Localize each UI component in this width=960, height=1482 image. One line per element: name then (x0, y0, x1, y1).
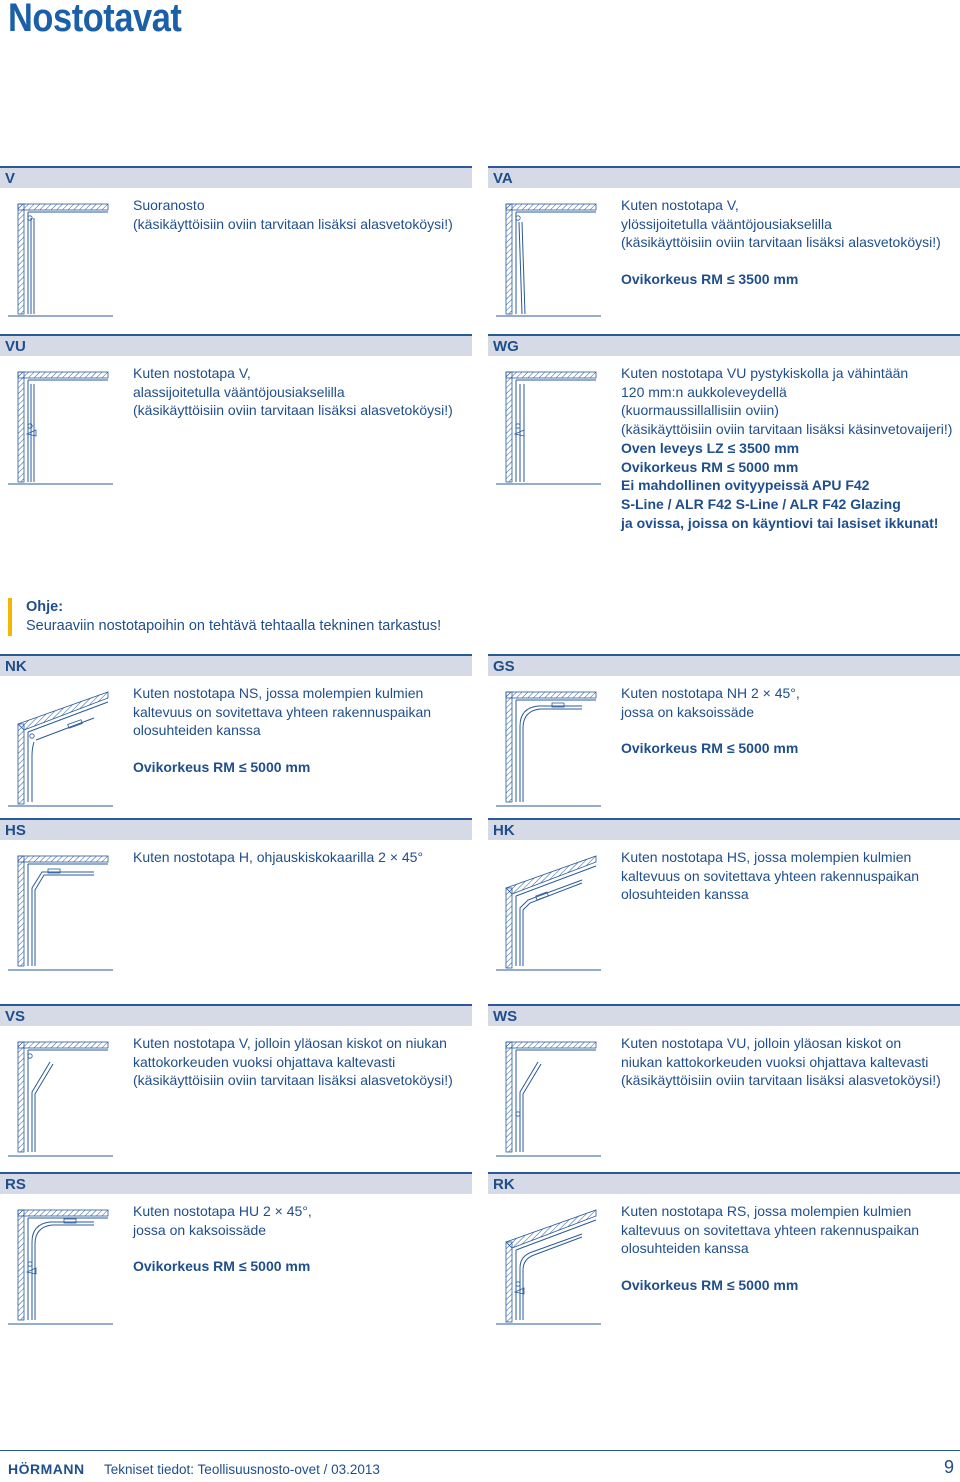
section-va (488, 166, 960, 288)
section-label: VS (0, 1004, 472, 1026)
diagram-wg (496, 364, 601, 492)
page-title: Nostotavat (8, 0, 182, 40)
restriction-line: ja ovissa, joissa on käyntiovi tai lasiset ikkunat! (621, 514, 939, 531)
desc-line: jossa on kaksoissäde (621, 703, 755, 720)
section-label: V (0, 166, 472, 188)
desc-line: (käsikäyttöisiin oviin tarvitaan lisäksi käsinvetovaijeri!) (621, 421, 953, 438)
height-limit: Ovikorkeus RM ≤ 5000 mm (621, 1277, 799, 1294)
note-text: Seuraaviin nostotapoihin on tehtävä tehtaalla tekninen tarkastus! (26, 618, 442, 634)
section-label: HS (0, 818, 472, 840)
desc-line: olosuhteiden kanssa (133, 722, 261, 739)
description (133, 196, 478, 233)
section-label: GS (488, 654, 960, 676)
restriction-line: Ei mahdollinen ovityypeissä APU F42 (621, 477, 870, 494)
height-limit: Ovikorkeus RM ≤ 5000 mm (133, 1258, 311, 1275)
page-number: 9 (943, 1457, 954, 1477)
section-label: WG (488, 334, 960, 356)
desc-line: kaltevuus on sovitettava yhteen rakennuspaikan (621, 867, 920, 884)
desc-line: ylössijoitetulla vääntöjousiakselilla (621, 215, 832, 232)
height-limit: Ovikorkeus RM ≤ 3500 mm (621, 271, 799, 288)
description (621, 196, 960, 289)
desc-line: Kuten nostotapa HU 2 × 45°, (133, 1203, 312, 1219)
section-hs (0, 818, 472, 865)
section-label: VU (0, 334, 472, 356)
desc-line: (kuormaussillallisiin oviin) (621, 402, 779, 419)
desc-line: Kuten nostotapa NH 2 × 45°, (621, 685, 800, 701)
desc-line: alassijoitetulla vääntöjousiakselilla (133, 383, 345, 400)
diagram-v (8, 196, 113, 324)
desc-line: olosuhteiden kanssa (621, 1240, 749, 1257)
section-vu (0, 334, 472, 419)
section-label: RS (0, 1172, 472, 1194)
diagram-va (496, 196, 601, 324)
desc-line: Suoranosto (133, 197, 205, 213)
desc-line: Kuten nostotapa V, jolloin yläosan kiskot on niukan (133, 1035, 447, 1051)
section-vs (0, 1004, 472, 1089)
desc-line: Kuten nostotapa RS, jossa molempien kulmien (621, 1203, 912, 1219)
section-label: RK (488, 1172, 960, 1194)
diagram-hk (496, 848, 601, 976)
brand-logo: HÖRMANN (8, 1461, 85, 1477)
desc-line: kattokorkeuden vuoksi ohjattava kaltevasti (133, 1053, 396, 1070)
description (133, 1034, 478, 1090)
note-title: Ohje: (26, 599, 64, 615)
diagram-rs (8, 1202, 113, 1330)
section-hk (488, 818, 960, 903)
desc-line: Kuten nostotapa HS, jossa molempien kulmien (621, 849, 912, 865)
section-nk (0, 654, 472, 776)
desc-line: Kuten nostotapa VU pystykiskolla ja vähintään (621, 365, 909, 381)
restriction-line: S-Line / ALR F42 S-Line / ALR F42 Glazing (621, 495, 901, 512)
description (621, 1202, 960, 1295)
desc-line: Kuten nostotapa V, (133, 365, 251, 381)
section-wg (488, 334, 960, 531)
desc-line: niukan kattokorkeuden vuoksi ohjattava kaltevasti (621, 1053, 929, 1070)
desc-line: (käsikäyttöisiin oviin tarvitaan lisäksi alasvetoköysi!) (621, 234, 941, 251)
diagram-nk (8, 684, 113, 812)
desc-line: Kuten nostotapa V, (621, 197, 739, 213)
description (133, 848, 478, 867)
document-info: Tekniset tiedot: Teollisuusnosto-ovet / 03.2013 (104, 1462, 380, 1477)
desc-line: jossa on kaksoissäde (133, 1221, 267, 1238)
desc-line: olosuhteiden kanssa (621, 886, 749, 903)
description (133, 364, 478, 420)
height-limit: Ovikorkeus RM ≤ 5000 mm (621, 458, 799, 475)
description (621, 1034, 960, 1090)
section-rs (0, 1172, 472, 1275)
height-limit: Ovikorkeus RM ≤ 5000 mm (621, 740, 799, 757)
desc-line: Kuten nostotapa VU, jolloin yläosan kiskot on (621, 1035, 902, 1051)
inspection-note (8, 598, 441, 636)
description (133, 684, 478, 777)
desc-line: (käsikäyttöisiin oviin tarvitaan lisäksi alasvetoköysi!) (133, 1072, 453, 1089)
desc-line: 120 mm:n aukkoleveydellä (621, 383, 787, 400)
section-rk (488, 1172, 960, 1294)
section-label: WS (488, 1004, 960, 1026)
description (621, 684, 960, 758)
diagram-rk (496, 1202, 601, 1330)
desc-line: kaltevuus on sovitettava yhteen rakennuspaikan (621, 1221, 920, 1238)
diagram-hs (8, 848, 113, 976)
width-limit: Oven leveys LZ ≤ 3500 mm (621, 439, 800, 456)
diagram-ws (496, 1034, 601, 1162)
desc-line: (käsikäyttöisiin oviin tarvitaan lisäksi alasvetoköysi!) (133, 402, 453, 419)
desc-line: Kuten nostotapa NS, jossa molempien kulmien (133, 685, 424, 701)
section-label: HK (488, 818, 960, 840)
section-v (0, 166, 472, 232)
page-footer (0, 1450, 960, 1482)
section-gs (488, 654, 960, 757)
desc-line: kaltevuus on sovitettava yhteen rakennuspaikan (133, 703, 432, 720)
description (621, 848, 960, 904)
section-ws (488, 1004, 960, 1089)
description (133, 1202, 478, 1276)
diagram-vs (8, 1034, 113, 1162)
section-label: NK (0, 654, 472, 676)
desc-line: (käsikäyttöisiin oviin tarvitaan lisäksi alasvetoköysi!) (621, 1072, 941, 1089)
description (621, 364, 960, 532)
desc-line: (käsikäyttöisiin oviin tarvitaan lisäksi alasvetoköysi!) (133, 215, 453, 232)
height-limit: Ovikorkeus RM ≤ 5000 mm (133, 759, 311, 776)
section-label: VA (488, 166, 960, 188)
diagram-vu (8, 364, 113, 492)
diagram-gs (496, 684, 601, 812)
desc-line: Kuten nostotapa H, ohjauskiskokaarilla 2 × 45° (133, 849, 424, 865)
